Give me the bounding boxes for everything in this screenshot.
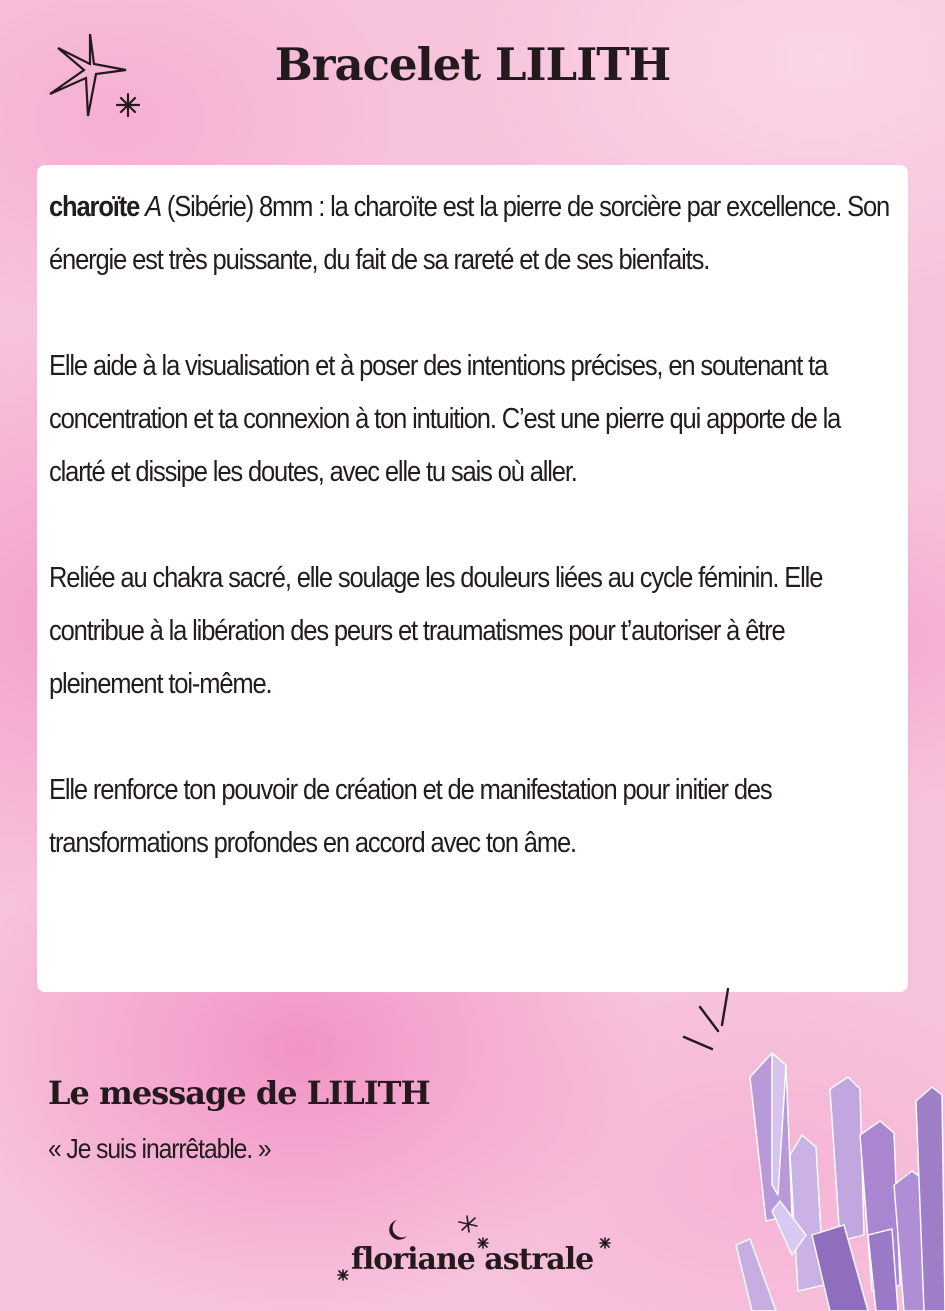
brand-name: floriane astrale — [351, 1242, 594, 1277]
paragraph-2: Elle aide à la visualisation et à poser des intentions précises, en soutenant ta concentration et ta connexion à ton intuition. C’est une pierre qui apporte de la clarté et dissipe les doutes, avec elle tu sais où aller. — [49, 350, 841, 488]
description-text — [49, 181, 894, 870]
description-card — [37, 165, 908, 992]
stone-grade: A — [145, 191, 161, 223]
paragraph-3: Reliée au chakra sacré, elle soulage les douleurs liées au cycle féminin. Elle contribue à la libération des peurs et traumatismes pour t’autoriser à être pleinement toi-même. — [49, 562, 823, 700]
paragraph-1-text: (Sibérie) 8mm : la charoïte est la pierre de sorcière par excellence. Son énergie est très puissante, du fait de sa rareté et de ses bienfaits. — [49, 191, 890, 276]
stone-name: charoïte — [49, 191, 140, 223]
message-title: Le message de LILITH — [48, 1074, 430, 1112]
paragraph-1 — [49, 181, 894, 287]
crystal-illustration — [680, 985, 945, 1311]
message-quote: « Je suis inarrêtable. » — [48, 1133, 271, 1164]
paragraph-4: Elle renforce ton pouvoir de création et de manifestation pour initier des transformations profondes en accord avec ton âme. — [49, 774, 772, 859]
brand-logo — [335, 1212, 625, 1292]
page-title: Bracelet LILITH — [274, 38, 671, 91]
